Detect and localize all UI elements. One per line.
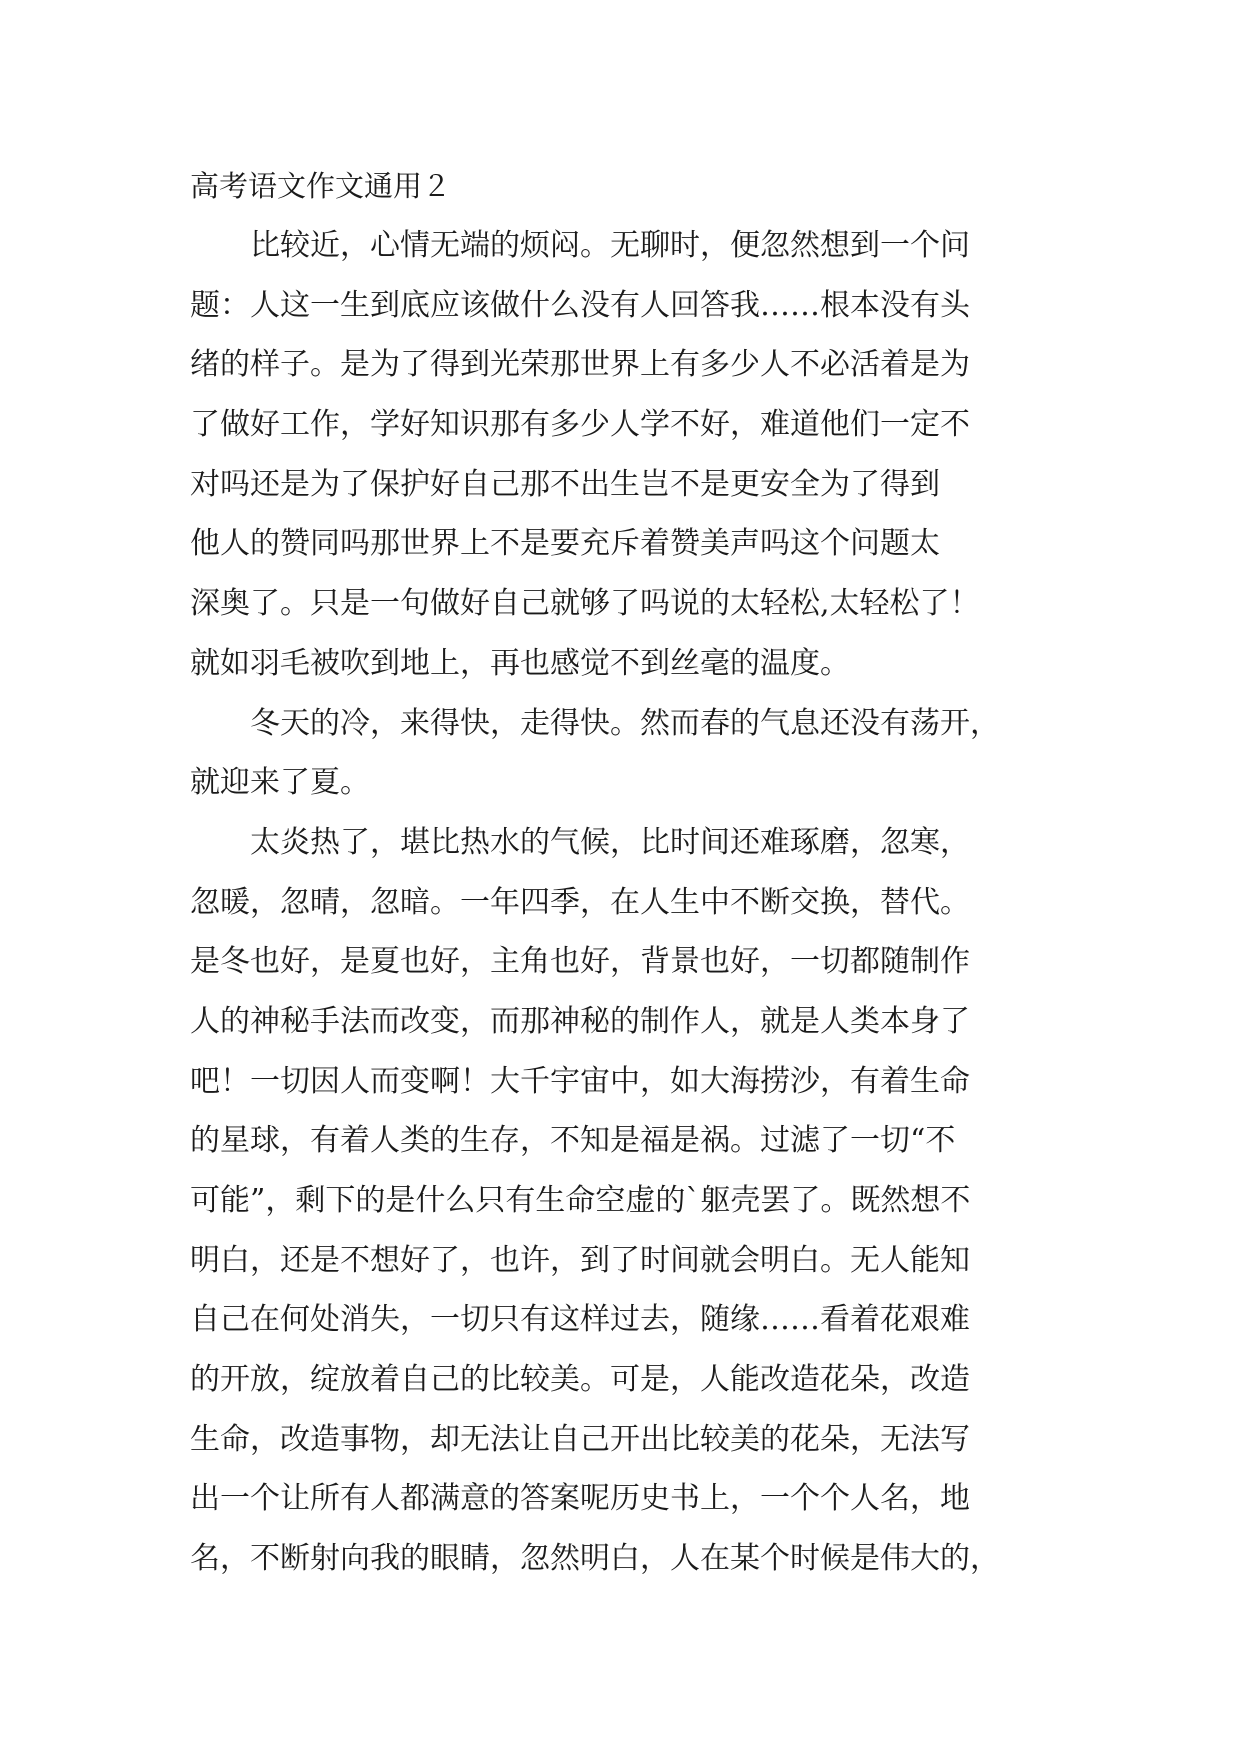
- text-line: 题：人这一生到底应该做什么没有人回答我……根本没有头: [190, 287, 970, 323]
- text-line: 他人的赞同吗那世界上不是要充斥着赞美声吗这个问题太: [190, 526, 940, 562]
- text-line: 可能”，剩下的是什么只有生命空虚的`躯壳罢了。既然想不: [190, 1183, 971, 1218]
- text-line: 明白，还是不想好了，也许，到了时间就会明白。无人能知: [190, 1242, 970, 1278]
- text-line: 就迎来了夏。: [190, 765, 370, 801]
- document-title: 高考语文作文通用２: [190, 169, 452, 203]
- text-line: 吧！一切因人而变啊！大千宇宙中，如大海捞沙，有着生命: [190, 1063, 970, 1099]
- text-line: 是冬也好，是夏也好，主角也好，背景也好，一切都随制作: [190, 944, 970, 980]
- essay-body: [190, 216, 1050, 1589]
- text-line: 深奥了。只是一句做好自己就够了吗说的太轻松,太轻松了！: [190, 586, 980, 622]
- text-line: 人的神秘手法而改变，而那神秘的制作人，就是人类本身了: [190, 1003, 970, 1039]
- text-line: 比较近，心情无端的烦闷。无聊时，便忽然想到一个问: [250, 228, 970, 263]
- text-line: 自己在何处消失，一切只有这样过去，随缘……看着花艰难: [190, 1302, 970, 1338]
- text-line: 名，不断射向我的眼睛，忽然明白，人在某个时候是伟大的，: [190, 1541, 1000, 1577]
- text-line: 忽暖，忽晴，忽暗。一年四季，在人生中不断交换，替代。: [190, 884, 970, 920]
- text-line: 就如羽毛被吹到地上，再也感觉不到丝毫的温度。: [190, 645, 850, 681]
- text-line: 生命，改造事物，却无法让自己开出比较美的花朵，无法写: [190, 1421, 970, 1457]
- text-line: 对吗还是为了保护好自己那不出生岂不是更安全为了得到: [190, 466, 940, 502]
- text-line: 的开放，绽放着自己的比较美。可是，人能改造花朵，改造: [190, 1362, 970, 1398]
- text-line: 的星球，有着人类的生存，不知是福是祸。过滤了一切“不: [190, 1123, 956, 1159]
- text-line: 冬天的冷，来得快，走得快。然而春的气息还没有荡开，: [250, 705, 1000, 741]
- text-line: 太炎热了，堪比热水的气候，比时间还难琢磨，忽寒，: [250, 824, 970, 860]
- text-line: 了做好工作，学好知识那有多少人学不好，难道他们一定不: [190, 407, 970, 443]
- text-line: 绪的样子。是为了得到光荣那世界上有多少人不必活着是为: [190, 347, 970, 383]
- text-line: 出一个让所有人都满意的答案呢历史书上，一个个人名，地: [190, 1481, 970, 1517]
